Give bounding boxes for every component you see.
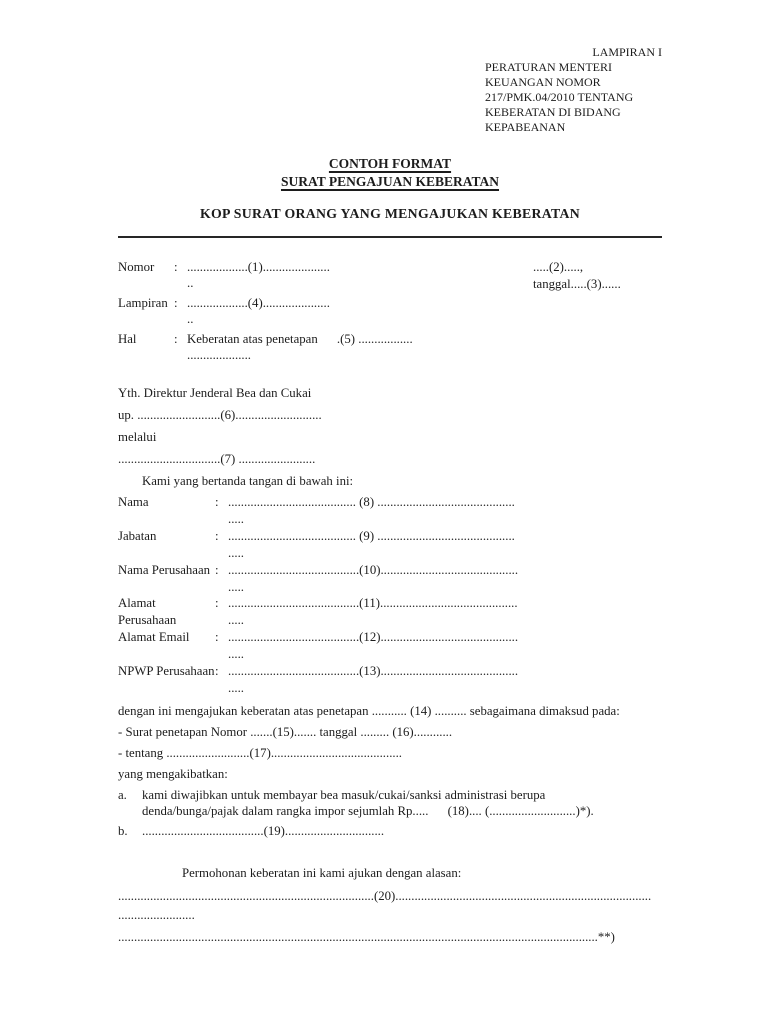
regulation-line: KEBERATAN DI BIDANG	[485, 105, 621, 119]
letterhead-title: KOP SURAT ORANG YANG MENGAJUKAN KEBERATAN	[199, 206, 581, 221]
document-title-block	[118, 155, 662, 190]
recipient-via-label: melalui	[118, 430, 157, 444]
meta-value-continuation: ....................	[187, 348, 251, 362]
list-marker: b.	[118, 824, 128, 839]
list-marker: a.	[118, 787, 127, 802]
meta-label: Nomor	[118, 260, 155, 274]
signatory-intro: Kami yang bertanda tangan di bawah ini:	[142, 474, 354, 488]
date-line: tanggal.....(3)......	[533, 276, 621, 291]
meta-colon: :	[174, 260, 178, 274]
field-value: ........................................ (9) ...........................................	[228, 528, 515, 543]
field-colon: :	[215, 596, 219, 611]
place-date-block	[533, 259, 621, 292]
meta-colon: :	[174, 296, 178, 310]
field-value-continuation: .....	[228, 511, 244, 526]
meta-colon: :	[174, 332, 178, 346]
closing-intro: Permohonan keberatan ini kami ajukan dengan alasan:	[182, 866, 462, 881]
body-paragraph: - Surat penetapan Nomor .......(15)....... tanggal ......... (16)............	[118, 724, 453, 739]
field-value: .........................................(11)...........................................	[228, 596, 518, 611]
meta-row	[118, 331, 662, 363]
place-line: .....(2).....,	[533, 260, 584, 274]
reason-dotted-line: ......................................................................................................................................................**)	[118, 930, 615, 945]
field-colon: :	[215, 664, 219, 679]
objection-body	[118, 701, 662, 840]
meta-value-continuation: ..	[187, 312, 194, 326]
body-paragraph: yang mengakibatkan:	[118, 766, 228, 781]
doc-title: CONTOH FORMAT	[328, 156, 452, 171]
field-label: NPWP Perusahaan	[118, 664, 215, 679]
field-label: Alamat Email	[118, 630, 190, 645]
field-value: .........................................(12)...........................................	[228, 630, 519, 645]
field-colon: :	[215, 495, 219, 509]
regulation-line: 217/PMK.04/2010 TENTANG	[485, 90, 634, 104]
field-value: .........................................(10)...........................................	[228, 562, 519, 577]
regulation-line: KEUANGAN NOMOR	[485, 75, 601, 89]
annex-title: LAMPIRAN I	[592, 45, 662, 59]
field-value-continuation: .....	[228, 579, 244, 594]
list-item-text: ......................................(19)...............................	[142, 824, 385, 839]
field-value-continuation: .....	[228, 647, 244, 662]
reason-dotted-line: ................................................................................(20)................................................................................	[118, 889, 652, 904]
list-item-text: denda/bunga/pajak dalam rangka impor sejumlah Rp..... (18).... (...........................)*).	[142, 803, 594, 818]
field-value: ........................................ (8) ...........................................	[228, 495, 515, 509]
field-value-continuation: .....	[228, 680, 244, 695]
meta-value: ...................(4).....................	[187, 296, 330, 310]
meta-value-continuation: ..	[187, 276, 194, 290]
divider-rule	[118, 236, 662, 238]
recipient-attention-line: up. ..........................(6)...........................	[118, 408, 322, 422]
signatory-row	[118, 562, 662, 596]
signatory-row	[118, 629, 662, 663]
list-item-text: kami diwajibkan untuk membayar bea masuk/cukai/sanksi administrasi berupa	[142, 787, 546, 802]
field-label: Jabatan	[118, 528, 157, 543]
signatory-row	[118, 595, 662, 629]
meta-value: Keberatan atas penetapan .(5) .................	[187, 332, 413, 346]
field-label: Nama	[118, 495, 149, 509]
recipient-line: Yth. Direktur Jenderal Bea dan Cukai	[118, 386, 312, 400]
annex-header	[485, 45, 662, 135]
list-item-b	[118, 824, 662, 840]
field-label: Nama Perusahaan	[118, 562, 211, 577]
meta-value: ...................(1).....................	[187, 260, 330, 274]
regulation-line: KEPABEANAN	[485, 120, 566, 134]
signatory-row	[118, 663, 662, 697]
field-colon: :	[215, 630, 219, 645]
body-paragraph: - tentang ..........................(17).........................................	[118, 745, 402, 760]
signatory-row	[118, 528, 662, 562]
field-value: .........................................(13)...........................................	[228, 664, 519, 679]
field-label: Alamat Perusahaan	[118, 596, 177, 628]
regulation-line: PERATURAN MENTERI	[485, 60, 613, 74]
signatory-row	[118, 494, 662, 528]
doc-subtitle: SURAT PENGAJUAN KEBERATAN	[280, 173, 500, 189]
field-colon: :	[215, 562, 219, 577]
field-colon: :	[215, 528, 219, 543]
closing-section	[118, 865, 662, 946]
body-paragraph: dengan ini mengajukan keberatan atas penetapan ........... (14) .......... sebagaimana dimaksud pada:	[118, 703, 620, 718]
meta-row	[118, 295, 662, 327]
list-item-a	[118, 788, 662, 820]
recipient-via-line: ................................(7) ........................	[118, 452, 316, 466]
reason-dotted-line: ........................	[118, 908, 195, 923]
meta-label: Hal	[118, 332, 137, 346]
signatory-section	[118, 494, 662, 697]
field-value-continuation: .....	[228, 545, 244, 560]
field-value-continuation: .....	[228, 613, 244, 628]
meta-label: Lampiran	[118, 296, 168, 310]
recipient-block	[118, 382, 662, 492]
